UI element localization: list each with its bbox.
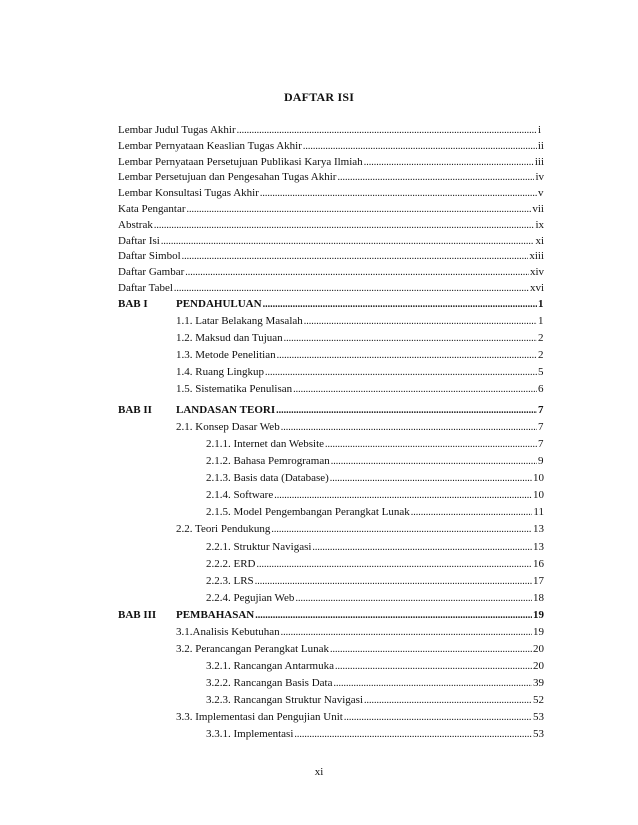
toc-entry [118,203,544,216]
page-number: xi [314,766,324,778]
page-title: DAFTAR ISI [283,90,355,104]
toc-section [176,315,544,328]
toc-entry-page: iii [534,155,544,168]
toc-entry-label: 2.1.3. Basis data (Database) [206,472,329,485]
toc-entry-label: 1.4. Ruang Lingkup [176,366,264,379]
dot-leader [185,266,529,279]
toc-entry-page: 6 [538,383,544,396]
toc-entry-label: 2.2. Teori Pendukung [176,523,271,536]
dot-leader [260,187,537,200]
toc-entry-page: 2 [538,331,544,344]
toc-entry-page: xiii [529,250,544,263]
dot-leader [182,250,529,263]
dot-leader [294,728,532,741]
toc-entry-label: 1.3. Metode Penelitian [176,349,276,361]
toc-entry-label: 3.3. Implementasi dan Pengujian Unit [176,711,343,724]
dot-leader [364,694,532,707]
toc-entry-page: 53 [533,711,544,724]
toc-subsection [206,694,544,707]
dot-leader [304,315,537,328]
toc-entry-label: 2.2.3. LRS [206,574,254,587]
toc-entry-page: 52 [533,694,544,707]
toc-entry [118,266,544,279]
toc-entry-label: 2.2.2. ERD [206,557,256,570]
toc-entry-label: Abstrak [118,218,153,231]
toc-entry-page: ii [537,139,544,152]
toc-entry [118,156,544,169]
toc-entry-page: i [538,124,542,136]
dot-leader [333,677,532,690]
toc-entry-label: 2.1.5. Model Pengembangan Perangkat Lunak [206,506,410,519]
dot-leader [364,156,534,169]
toc-entry-label: 3.3.1. Implementasi [206,728,294,741]
toc-section [176,523,544,536]
dot-leader [187,203,532,216]
toc-entry-page: 7 [538,437,544,450]
toc-entry-label: 2.1.1. Internet dan Website [206,437,325,450]
toc-entry-page: 1 [538,314,544,327]
toc-entry-page: 16 [533,557,544,570]
toc-entry-label: Lembar Pernyataan Keaslian Tugas Akhir [118,139,302,152]
toc-section [176,421,544,434]
toc-section [176,711,544,724]
toc-entry-label: 2.1.2. Bahasa Pemrograman [206,455,330,467]
dot-leader [325,438,537,451]
toc-subsection [206,438,544,451]
toc-entry-page: 18 [533,591,544,604]
toc-entry-label: 2.1.4. Software [206,489,274,502]
toc-subsection [206,728,544,741]
dot-leader [331,455,537,468]
toc-subsection [206,541,544,554]
toc-entry [118,140,544,153]
toc-section [176,383,544,396]
toc-entry-page: 10 [533,472,544,485]
toc-entry-page: v [538,187,544,200]
toc-entry-page: ix [535,218,544,231]
chapter-number: BAB II [118,404,152,416]
toc-entry-label: 1.2. Maksud dan Tujuan [176,331,283,344]
dot-leader [330,472,532,485]
dot-leader [276,404,537,417]
toc-section [176,349,544,362]
dot-leader [344,711,532,724]
toc-subsection [206,455,544,468]
toc-entry-page: 39 [533,677,544,690]
toc-entry-page: 11 [533,506,544,519]
toc-entry [118,124,544,137]
toc-entry-label: 2.2.1. Struktur Navigasi [206,540,312,553]
chapter-number: BAB III [118,609,157,621]
toc-subsection [206,575,544,588]
chapter-number: BAB I [118,298,148,310]
dot-leader [303,140,537,153]
toc-entry-page: 9 [538,455,544,467]
toc-entry-page: vii [532,203,544,215]
toc-entry-label: LANDASAN TEORI [176,404,276,416]
dot-leader [295,592,532,605]
dot-leader [274,489,532,502]
toc-subsection [206,489,544,502]
toc-entry-page: 20 [533,660,544,672]
toc-entry-label: Daftar Gambar [118,266,185,279]
dot-leader [161,235,535,248]
toc-entry-label: PEMBAHASAN [176,609,255,621]
toc-entry-page: 20 [533,642,544,655]
dot-leader [154,219,535,232]
dot-leader [174,282,529,295]
toc-entry-label: Lembar Pernyataan Persetujuan Publikasi Karya Ilmiah [118,155,363,168]
toc-entry-page: 7 [538,420,544,433]
toc-entry-page: 53 [533,728,544,741]
toc-entry [118,250,544,263]
toc-entry-label: Daftar Isi [118,234,160,247]
dot-leader [330,643,532,656]
toc-entry-label: 3.2.1. Rancangan Antarmuka [206,660,334,672]
toc-entry-page: 7 [538,404,544,416]
toc-subsection [206,506,544,519]
toc-entry-page: xiv [529,266,544,279]
toc-entry-label: 3.2.3. Rancangan Struktur Navigasi [206,694,364,707]
toc-subsection [206,558,544,571]
toc-entry-page: 13 [533,523,544,536]
toc-entry-page: 5 [538,366,544,379]
toc-entry [118,171,544,184]
dot-leader [411,506,533,519]
toc-entry-page: 2 [538,349,544,361]
toc-entry-label: Daftar Tabel [118,282,173,294]
dot-leader [237,124,537,137]
chapter-heading [176,298,544,311]
toc-entry-page: 17 [533,574,544,587]
dot-leader [255,609,532,622]
dot-leader [255,575,532,588]
dot-leader [281,421,537,434]
toc-section [176,643,544,656]
toc-entry-label: Lembar Judul Tugas Akhir [118,124,236,136]
toc-entry-label: 1.1. Latar Belakang Masalah [176,314,303,327]
toc-section [176,626,544,639]
toc-section [176,332,544,345]
dot-leader [337,171,534,184]
dot-leader [335,660,532,673]
dot-leader [277,349,537,362]
toc-entry-label: Lembar Konsultasi Tugas Akhir [118,187,259,200]
toc-entry-label: Lembar Persetujuan dan Pengesahan Tugas Akhir [118,171,337,184]
toc-entry [118,187,544,200]
dot-leader [263,298,537,311]
dot-leader [284,332,537,345]
toc-entry-label: Kata Pengantar [118,203,186,215]
toc-entry-page: xvi [529,282,544,294]
toc-entry [118,235,544,248]
toc-entry-page: 1 [538,298,544,310]
toc-entry [118,282,544,295]
dot-leader [257,558,533,571]
toc-entry-page: iv [535,171,544,184]
toc-subsection [206,677,544,690]
toc-entry-label: Daftar Simbol [118,250,181,263]
dot-leader [265,366,537,379]
toc-entry-page: xi [535,234,544,247]
toc-entry-label: 3.1.Analisis Kebutuhan [176,625,280,638]
toc-subsection [206,472,544,485]
toc-entry-label: 3.2.2. Rancangan Basis Data [206,677,333,690]
toc-entry-page: 10 [533,489,544,502]
toc-subsection [206,592,544,605]
toc-entry [118,219,544,232]
dot-leader [312,541,532,554]
chapter-heading [176,404,544,417]
toc-entry-label: 3.2. Perancangan Perangkat Lunak [176,642,330,655]
dot-leader [271,523,532,536]
toc-entry-page: 19 [533,609,544,621]
dot-leader [281,626,532,639]
toc-entry-label: 1.5. Sistematika Penulisan [176,383,293,396]
toc-entry-page: 13 [533,540,544,553]
toc-entry-label: 2.2.4. Pegujian Web [206,591,295,604]
dot-leader [293,383,537,396]
toc-entry-page: 19 [533,625,544,638]
toc-entry-label: 2.1. Konsep Dasar Web [176,420,280,433]
chapter-heading [176,609,544,622]
toc-subsection [206,660,544,673]
toc-section [176,366,544,379]
toc-entry-label: PENDAHULUAN [176,298,262,310]
